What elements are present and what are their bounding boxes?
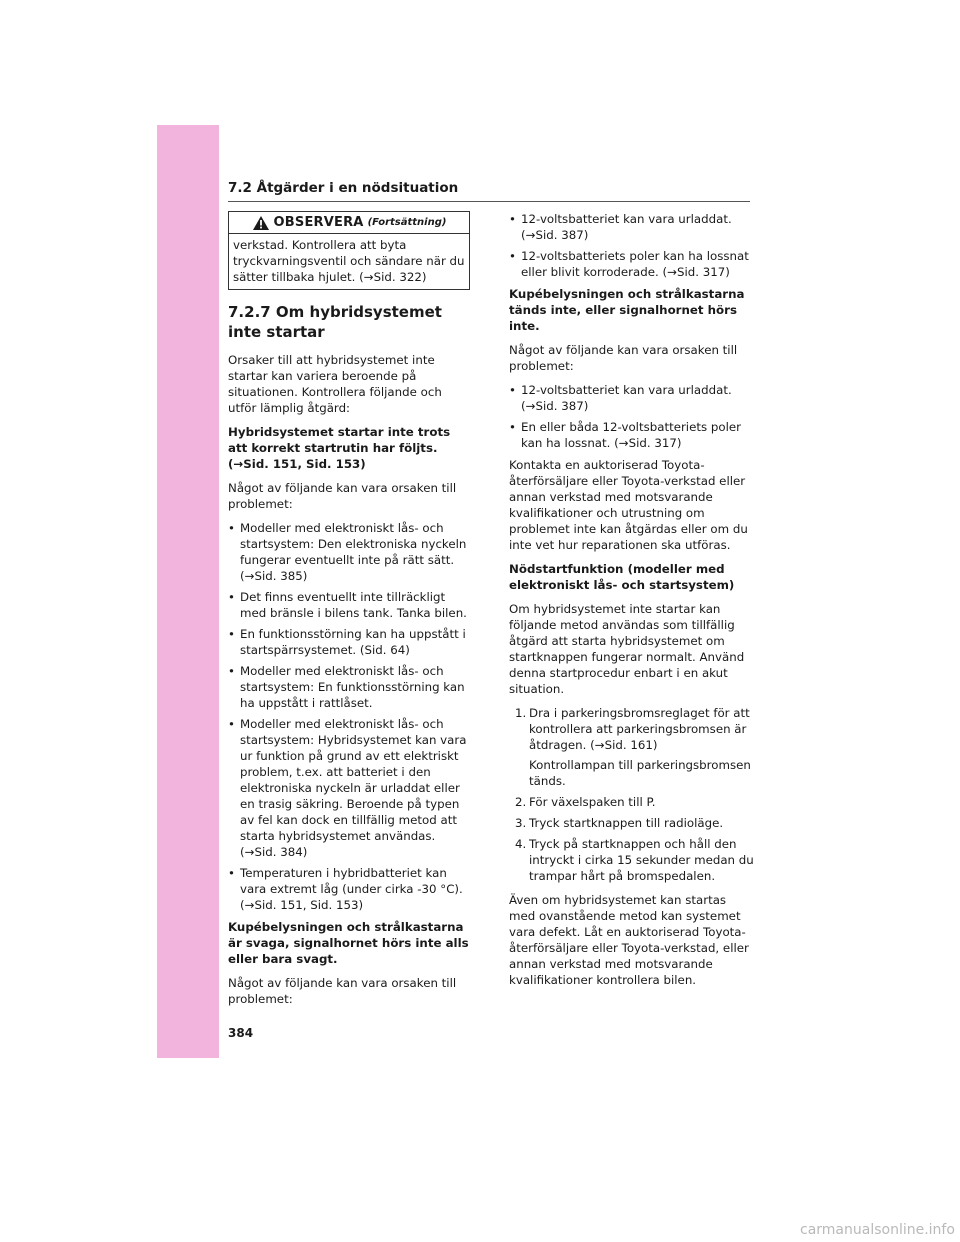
list-item: • Det finns eventuellt inte tillräckligt med bränsle i bilens tank. Tanka bilen. bbox=[228, 589, 470, 621]
list-item: • 12-voltsbatteriet kan vara urladdat. (→Sid. 387) bbox=[509, 382, 755, 414]
step-text: Tryck på startknappen och håll den intryckt i cirka 15 sekunder medan du trampar hårt på bromspedalen. bbox=[529, 837, 754, 883]
intro-text: Orsaker till att hybridsystemet inte startar kan variera beroende på situationen. Kontrollera följande och utför lämplig åtgärd: bbox=[228, 353, 442, 415]
steps-list bbox=[509, 705, 755, 884]
step-subtext: Kontrollampan till parkeringsbromsen tänds. bbox=[529, 758, 751, 788]
watermark: carmanualsonline.info bbox=[800, 1222, 955, 1238]
cause-list bbox=[228, 520, 470, 913]
step-item bbox=[515, 794, 755, 810]
list-item: • Modeller med elektroniskt lås- och startsystem: Den elektroniska nyckeln fungerar eventuellt inte på rätt sätt. (→Sid. 385) bbox=[228, 520, 470, 584]
cause-lead: Något av följande kan vara orsaken till problemet: bbox=[228, 976, 457, 1006]
step-text: Tryck startknappen till radioläge. bbox=[529, 816, 724, 830]
closing-text: Även om hybridsystemet kan startas med ovanstående metod kan systemet vara defekt. Låt en auktoriserad Toyota-återförsäljare eller Toyota-verkstad, eller annan verkstad med motsvarande kvalifikationer kontrollera bilen. bbox=[509, 893, 749, 987]
cause-list bbox=[509, 211, 755, 280]
step-number: 1. bbox=[515, 706, 527, 720]
notice-title: OBSERVERA bbox=[273, 214, 364, 230]
cause-list bbox=[509, 382, 755, 451]
subheading-not-starting: Hybridsystemet startar inte trots att korrekt startrutin har följts. (→Sid. 151, Sid. 153) bbox=[228, 425, 451, 471]
step-item bbox=[515, 836, 755, 884]
step-text: För växelspaken till P. bbox=[529, 795, 656, 809]
subheading-no-lights: Kupébelysningen och strålkastarna tänds inte, eller signalhornet hörs inte. bbox=[509, 287, 745, 333]
list-item: • 12-voltsbatteriet kan vara urladdat. (→Sid. 387) bbox=[509, 211, 755, 243]
chapter-tab-strip bbox=[157, 125, 219, 1058]
section-heading: 7.2.7 Om hybridsystemet inte startar bbox=[228, 303, 442, 341]
contact-text: Kontakta en auktoriserad Toyota-återförsäljare eller Toyota-verkstad eller annan verkstad med motsvarande kvalifikationer och utrustning om problemet inte kan åtgärdas eller om du inte vet hur reparationen ska utföras. bbox=[509, 458, 748, 552]
step-number: 3. bbox=[515, 816, 527, 830]
warning-icon bbox=[252, 215, 270, 231]
step-number: 2. bbox=[515, 795, 527, 809]
list-item: • 12-voltsbatteriets poler kan ha lossnat eller blivit korroderade. (→Sid. 317) bbox=[509, 248, 755, 280]
notice-header bbox=[229, 212, 469, 234]
subheading-weak-lights: Kupébelysningen och strålkastarna är svaga, signalhornet hörs inte alls eller bara svagt. bbox=[228, 920, 469, 966]
subheading-emergency-start: Nödstartfunktion (modeller med elektroniskt lås- och startsystem) bbox=[509, 562, 735, 592]
list-item: • En funktionsstörning kan ha uppstått i startspärrsystemet. (Sid. 64) bbox=[228, 626, 470, 658]
list-item: • Modeller med elektroniskt lås- och startsystem: En funktionsstörning kan ha uppstått i rattlåset. bbox=[228, 663, 470, 711]
list-item: • Temperaturen i hybridbatteriet kan vara extremt låg (under cirka -30 °C). (→Sid. 151, Sid. 153) bbox=[228, 865, 470, 913]
notice-subtitle: (Fortsättning) bbox=[367, 216, 447, 228]
step-text: Dra i parkeringsbromsreglaget för att kontrollera att parkeringsbromsen är åtdragen. (→Sid. 161) bbox=[529, 706, 750, 752]
list-item: • Modeller med elektroniskt lås- och startsystem: Hybridsystemet kan vara ur funktion på grund av ett elektriskt problem, t.ex. att batteriet i den elektroniska nyckeln är urladdat eller en trasig säkring. Beroende på typen av fel kan dock en tillfällig metod att starta hybridsystemet användas. (→Sid. 384) bbox=[228, 716, 470, 860]
section-header: 7.2 Åtgärder i en nödsituation bbox=[228, 178, 750, 202]
step-item bbox=[515, 815, 755, 831]
emergency-intro: Om hybridsystemet inte startar kan följande metod användas som tillfällig åtgärd att starta hybridsystemet om startknappen fungerar normalt. Använd denna startprocedur enbart i en akut situation. bbox=[509, 602, 745, 696]
right-column bbox=[509, 211, 755, 996]
cause-lead: Något av följande kan vara orsaken till problemet: bbox=[509, 343, 738, 373]
notice-box bbox=[228, 211, 470, 290]
step-item bbox=[515, 705, 755, 789]
page-number: 384 bbox=[228, 1026, 254, 1040]
cause-lead: Något av följande kan vara orsaken till problemet: bbox=[228, 481, 457, 511]
notice-body: verkstad. Kontrollera att byta tryckvarningsventil och sändare när du sätter tillbaka hjulet. (→Sid. 322) bbox=[233, 238, 465, 284]
list-item: • En eller båda 12-voltsbatteriets poler kan ha lossnat. (→Sid. 317) bbox=[509, 419, 755, 451]
left-column bbox=[228, 211, 470, 1015]
step-number: 4. bbox=[515, 837, 527, 851]
